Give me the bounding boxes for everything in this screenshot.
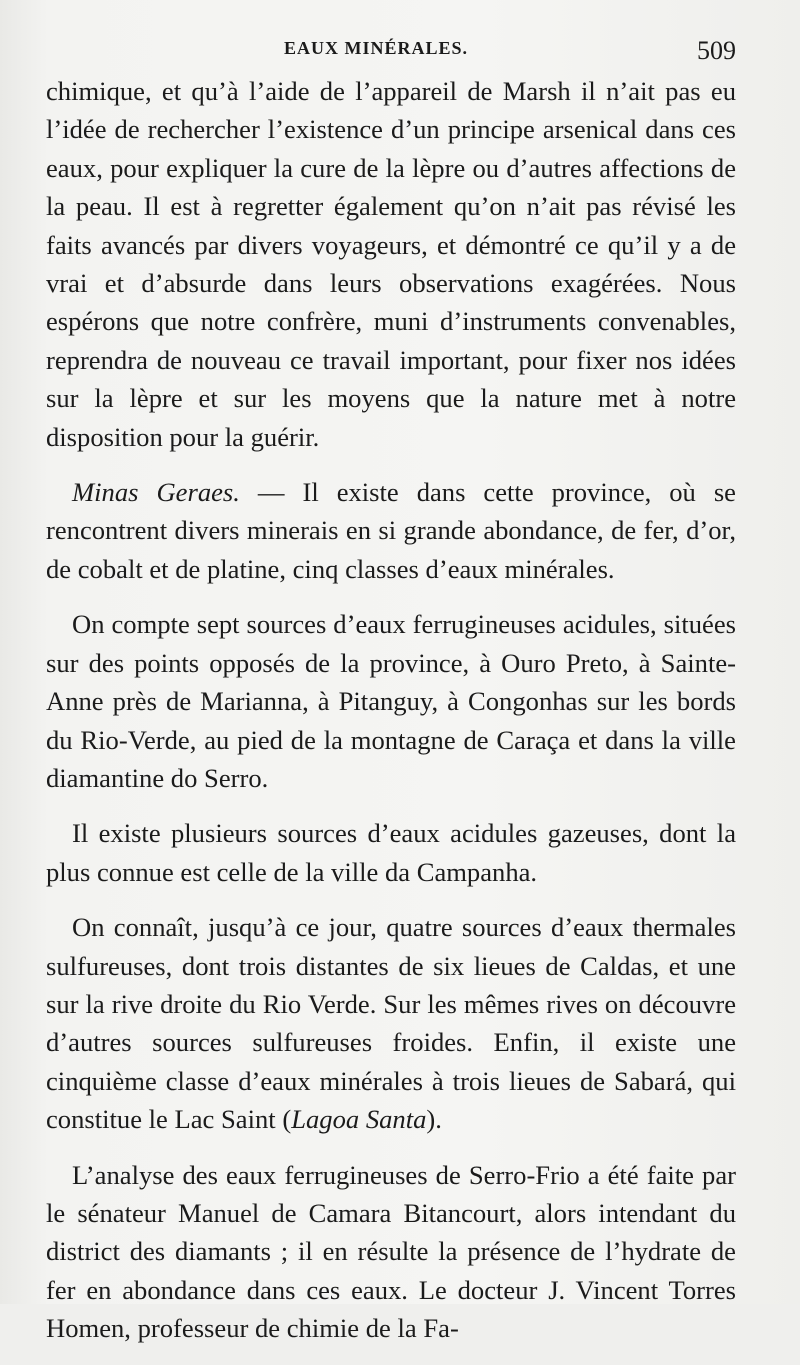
running-title: EAUX MINÉRALES. xyxy=(284,38,469,58)
page-number: 509 xyxy=(697,36,736,65)
paragraph-3: On compte sept sources d’eaux ferrugineuses acidules, situées sur des points opposés de la province, à Ouro Preto, à Sainte-Anne près de Marianna, à Pitanguy, à Congonhas sur les bords du Rio-Verde, au pied de la montagne de Caraça et dans la ville diamantine do Serro. xyxy=(46,609,736,793)
paragraph-1: chimique, et qu’à l’aide de l’appareil de Marsh il n’ait pas eu l’idée de rechercher l’existence d’un principe arsenical dans ces eaux, pour expliquer la cure de la lèpre ou d’autres affections de la peau. Il est à regretter également qu’on n’ait pas révisé les faits avancés par divers voyageurs, et démontré ce qu’il y a de vrai et d’absurde dans leurs observations exagérées. Nous espérons que notre confrère, muni d’instruments convenables, reprendra de nouveau ce travail important, pour fixer nos idées sur la lèpre et sur les moyens que la nature met à notre disposition pour la guérir. xyxy=(46,76,736,452)
paragraph-minas-geraes xyxy=(46,473,736,588)
paragraph-5 xyxy=(46,908,736,1138)
paragraph-2-text: — Il existe dans cette province, où se rencontrent divers minerais en si grande abondance, de fer, d’or, de cobalt et de platine, cinq classes d’eaux minérales. xyxy=(46,477,736,584)
paragraph-4: Il existe plusieurs sources d’eaux acidules gazeuses, dont la plus connue est celle de la ville da Campanha. xyxy=(46,818,736,887)
paragraph-5-text-after: ). xyxy=(426,1104,442,1135)
paragraph-6: L’analyse des eaux ferrugineuses de Serro-Frio a été faite par le sénateur Manuel de Camara Bitancourt, alors intendant du district des diamants ; il en résulte la présence de l’hydrate de fer en abondance dans ces eaux. Le docteur J. Vincent Torres Homen, professeur de chimie de la Fa- xyxy=(46,1159,736,1344)
body-text xyxy=(46,72,736,1365)
section-heading-minas-geraes: Minas Geraes. xyxy=(72,477,240,508)
paragraph-5-text-before: On connaît, jusqu’à ce jour, quatre sources d’eaux thermales sulfureuses, dont trois distantes de six lieues de Caldas, et une sur la rive droite du Rio Verde. Sur les mêmes rives on découvre d’autres sources sulfureuses froides. Enfin, il existe une cinquième classe d’eaux minérales à trois lieues de Sabará, qui constitue le Lac Saint ( xyxy=(46,912,736,1135)
page-header xyxy=(46,30,736,70)
lagoa-santa-italic: Lagoa Santa xyxy=(291,1104,427,1135)
